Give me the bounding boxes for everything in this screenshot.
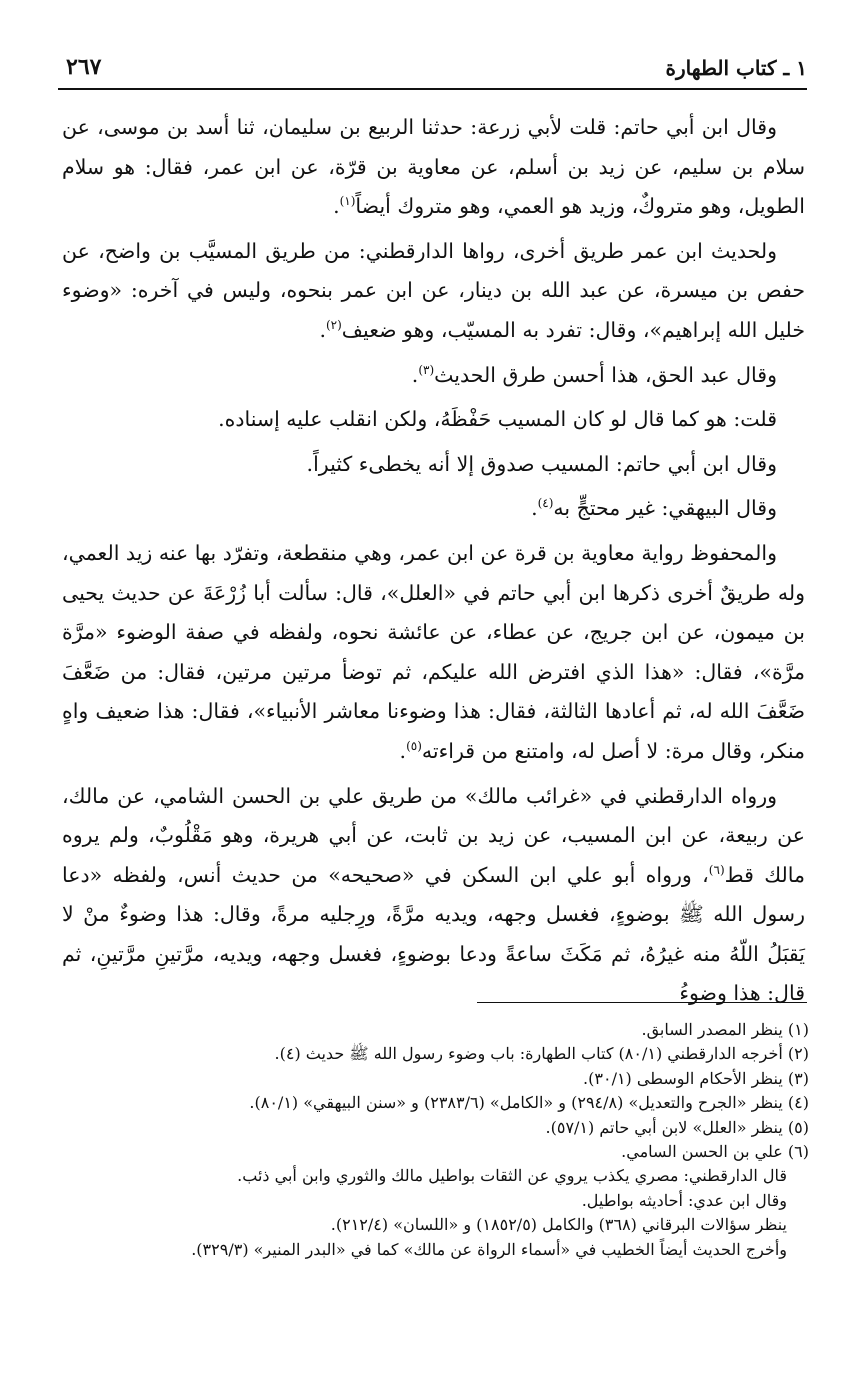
footnote-number: (١) — [787, 1020, 809, 1039]
footnote-number: (٣) — [787, 1068, 809, 1088]
page-header — [58, 52, 807, 90]
paragraph-text: ولحديث ابن عمر طريق أخرى، رواها الدارقطني: من طريق المسيَّب بن واضح، عن حفص بن ميسرة، عن عبد الله بن دينار، عن ابن عمر بنحوه، وليس في آخره: «وضوء خليل الله إبراهيم»، وقال: تفرد به المسيّب، وهو ضعيف — [62, 238, 805, 342]
footnote — [62, 1042, 809, 1066]
footnote-text: علي بن الحسن السامي. — [621, 1142, 783, 1162]
footnote-ref: (٤) — [537, 496, 554, 511]
paragraph-tail: . — [399, 738, 407, 763]
footnote — [62, 1091, 809, 1115]
paragraph-tail: . — [411, 362, 419, 387]
footnote-text: أخرجه الدارقطني (٨٠/١) كتاب الطهارة: باب وضوء رسول الله ﷺ حديث (٤). — [274, 1044, 783, 1064]
footnotes — [62, 1018, 809, 1262]
paragraph — [62, 534, 805, 772]
paragraph — [62, 445, 805, 485]
footnote-detail: وأخرج الحديث أيضاً الخطيب في «أسماء الرواة عن مالك» كما في «البدر المنير» (٣٢٩/٣). — [191, 1239, 787, 1259]
footnote-divider — [477, 1002, 807, 1003]
footnote-ref: (١) — [339, 194, 356, 209]
footnote-number: (٢) — [787, 1044, 809, 1064]
paragraph-text: وقال عبد الحق، هذا أحسن طرق الحديث — [434, 362, 777, 387]
paragraph-text: ورواه الدارقطني في «غرائب مالك» من طريق علي بن الحسن الشامي، عن مالك، عن ربيعة، عن ابن المسيب، عن زيد بن ثابت، عن أبي هريرة، وهو مَقْلُوبٌ، ولم يروه مالك قط — [62, 783, 805, 887]
footnote-number: (٦) — [787, 1142, 809, 1162]
footnote — [62, 1116, 809, 1140]
paragraph-text: والمحفوظ رواية معاوية بن قرة عن ابن عمر، وهي منقطعة، وتفرّد بها عنه زيد العمي، وله طريقٌ أخرى ذكرها ابن أبي حاتم في «العلل»، قال: سألت أبا زُرْعَةَ عن حديث يحيى بن ميمون، عن ابن جريج، عن عطاء، عن عائشة نحوه، ولفظه في صفة الوضوء «مرَّة مرَّة»، فقال: «هذا الذي افترض الله عليكم، ثم توضأ مرتين مرتين، فقال: من ضَعَّفَ ضَعَّفَ الله له، ثم أعادها الثالثة، فقال: هذا وضوءنا معاشر الأنبياء»، فقال: هذا ضعيف واهٍ منكر، وقال مرة: لا أصل له، وامتنع من قراءته — [62, 540, 805, 763]
paragraph-tail: . — [333, 194, 340, 219]
footnote — [62, 1140, 809, 1164]
paragraph-text: وقال البيهقي: غير محتجٍّ به — [553, 496, 777, 521]
footnote-text: ينظر «الجرح والتعديل» (٢٩٤/٨) و «الكامل» (٢٣٨٣/٦) و «سنن البيهقي» (٨٠/١). — [249, 1093, 783, 1113]
footnote-ref: (٣) — [418, 362, 435, 377]
paragraph — [62, 232, 805, 351]
footnote-ref: (٦) — [708, 862, 725, 877]
paragraph — [62, 356, 805, 396]
paragraph — [62, 777, 805, 1015]
footnote-text: ينظر المصدر السابق. — [641, 1020, 783, 1039]
footnote-text: ينظر «العلل» لابن أبي حاتم (٥٧/١). — [545, 1117, 783, 1137]
footnote — [62, 1067, 809, 1091]
paragraph-text: وقال ابن أبي حاتم: قلت لأبي زرعة: حدثنا الربيع بن سليمان، ثنا أسد بن موسى، عن سلام بن سليم، عن زيد بن أسلم، عن معاوية بن قرّة، عن ابن عمر، فقال: هو سلام الطويل، وهو متروكٌ، وزيد هو العمي، وهو متروك أيضاً — [62, 115, 805, 219]
footnote-detail: قال الدارقطني: مصري يكذب يروي عن الثقات بواطيل مالك والثوري وابن أبي ذئب. — [237, 1166, 787, 1186]
footnote — [62, 1018, 809, 1042]
footnote-number: (٥) — [787, 1117, 809, 1137]
footnote-ref: (٥) — [406, 739, 422, 754]
chapter-title: ١ ـ كتاب الطهارة — [665, 56, 807, 80]
footnote-detail: ينظر سؤالات البرقاني (٣٦٨) والكامل (١٨٥٢/٥) و «اللسان» (٢١٢/٤). — [330, 1215, 787, 1235]
paragraph — [62, 489, 805, 529]
paragraph-text: قلت: هو كما قال لو كان المسيب حَفْظَهُ، ولكن انقلب عليه إسناده. — [218, 407, 777, 432]
footnote-text: ينظر الأحكام الوسطى (٣٠/١). — [583, 1068, 783, 1088]
paragraph — [62, 400, 805, 440]
paragraph-tail: . — [531, 496, 538, 521]
page-number: ٢٦٧ — [66, 54, 102, 80]
paragraph-text: وقال ابن أبي حاتم: المسيب صدوق إلا أنه يخطىء كثيراً. — [306, 451, 777, 476]
paragraph-tail: . — [319, 317, 326, 342]
footnote-detail: وقال ابن عدي: أحاديثه بواطيل. — [581, 1190, 787, 1210]
paragraph-tail: ، ورواه أبو علي ابن السكن في «صحيحه» من حديث أنس، ولفظه «دعا رسول الله ﷺ بوضوءٍ، فغسل وجهه، ويديه مرَّةً، ورِجليه مرةً، وقال: هذا وضوءٌ منْ لا يَقبَلُ اللّهُ منه غيرُهُ، ثم مَكَثَ ساعةً ودعا بوضوءٍ، فغسل وجهه، ويديه، مرَّتينِ مرَّتينِ، ثم قال: هذا وضوءُ — [62, 862, 805, 1006]
paragraph — [62, 108, 805, 227]
footnote-ref: (٢) — [325, 318, 342, 333]
footnote-number: (٤) — [787, 1093, 809, 1113]
main-text — [62, 108, 805, 1019]
